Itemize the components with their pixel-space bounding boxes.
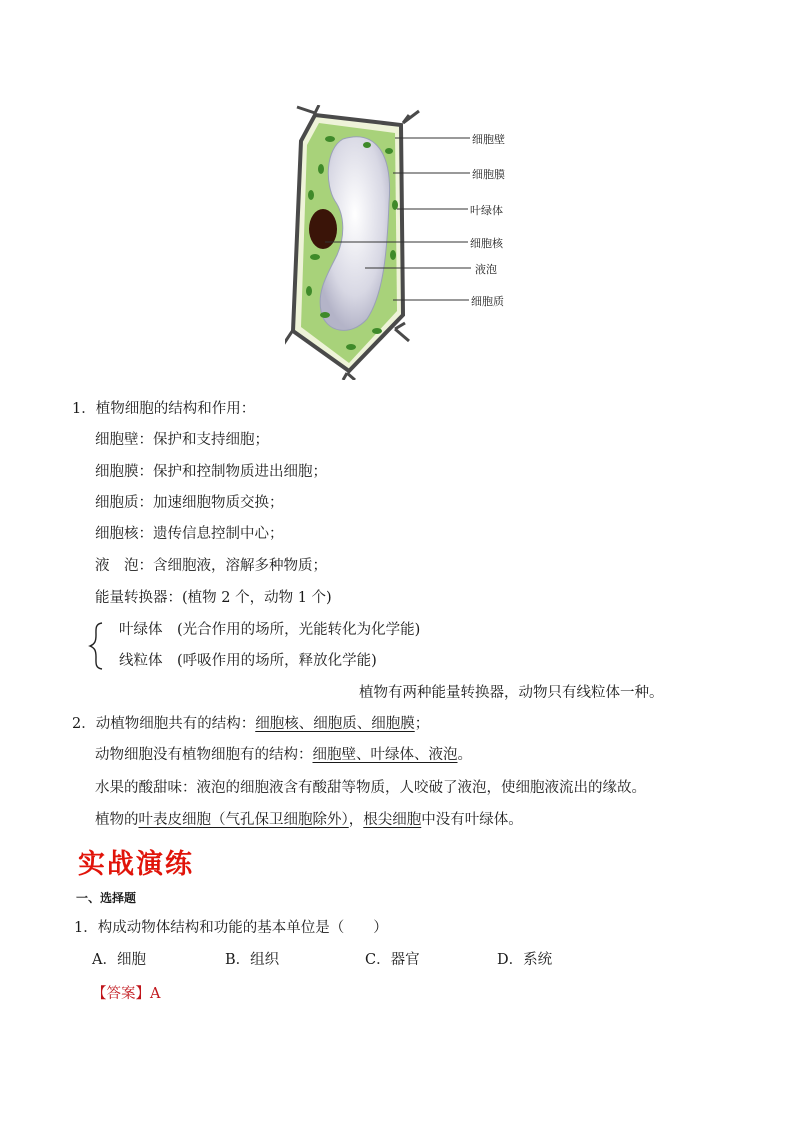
brace-icon [88, 621, 104, 671]
item2-line1 [72, 714, 429, 734]
practice-heading: 实战演练 [78, 849, 194, 880]
item2-line4-suffix: 中没有叶绿体。 [421, 812, 523, 828]
item1-title: 1．植物细胞的结构和作用： [72, 401, 256, 417]
label-cell-wall: 细胞壁 [472, 133, 505, 146]
item1-cytoplasm: 细胞质：加速细胞物质交换； [95, 495, 284, 511]
nucleus-shape [309, 209, 337, 249]
item1-membrane: 细胞膜：保护和控制物质进出细胞； [95, 464, 327, 480]
item1-vacuole: 液 泡：含细胞液，溶解多种物质； [95, 558, 327, 574]
item2-line1-prefix: 2．动植物细胞共有的结构： [72, 716, 256, 732]
label-chloroplast: 叶绿体 [470, 204, 503, 217]
item2-line3: 水果的酸甜味：液泡的细胞液含有酸甜等物质，人咬破了液泡，使细胞液流出的缘故。 [95, 780, 646, 796]
option-a: A．细胞 [92, 952, 146, 968]
item2-root-tip: 根尖细胞 [363, 812, 422, 828]
item2-line4 [95, 810, 523, 830]
item2-common-structures: 细胞核、细胞质、细胞膜 [255, 716, 415, 732]
label-vacuole: 液泡 [475, 263, 497, 276]
item1-converter: 能量转换器：(植物 2 个，动物 1 个) [95, 590, 332, 606]
option-c: C．器官 [365, 952, 420, 968]
answer: 【答案】A [92, 986, 161, 1002]
item2-plant-only-structures: 细胞壁、叶绿体、液泡 [312, 747, 458, 763]
label-cell-membrane: 细胞膜 [472, 168, 505, 181]
option-d: D．系统 [497, 952, 553, 968]
item2-line2-prefix: 动物细胞没有植物细胞有的结构： [95, 747, 313, 763]
item1-chloroplast: 叶绿体 (光合作用的场所，光能转化为化学能) [119, 622, 421, 638]
item2-line4-mid: ， [348, 812, 364, 828]
item2-line1-suffix: ； [414, 716, 430, 732]
item2-line4-prefix: 植物的 [95, 812, 139, 828]
question-stem: 1．构成动物体结构和功能的基本单位是（ ） [74, 920, 388, 936]
item2-line2-suffix: 。 [457, 747, 472, 763]
section-title: 一、选择题 [76, 891, 137, 905]
item2-leaf-epidermis: 叶表皮细胞（气孔保卫细胞除外） [138, 812, 349, 828]
item1-summary: 植物有两种能量转换器，动物只有线粒体一种。 [359, 685, 664, 701]
item1-nucleus: 细胞核：遗传信息控制中心； [95, 526, 284, 542]
option-b: B．组织 [225, 952, 280, 968]
item1-wall: 细胞壁：保护和支持细胞； [95, 432, 269, 448]
label-cytoplasm: 细胞质 [471, 295, 504, 308]
item1-mitochondria: 线粒体 (呼吸作用的场所，释放化学能) [119, 653, 377, 669]
label-nucleus: 细胞核 [470, 237, 503, 250]
item2-line2 [95, 745, 472, 765]
